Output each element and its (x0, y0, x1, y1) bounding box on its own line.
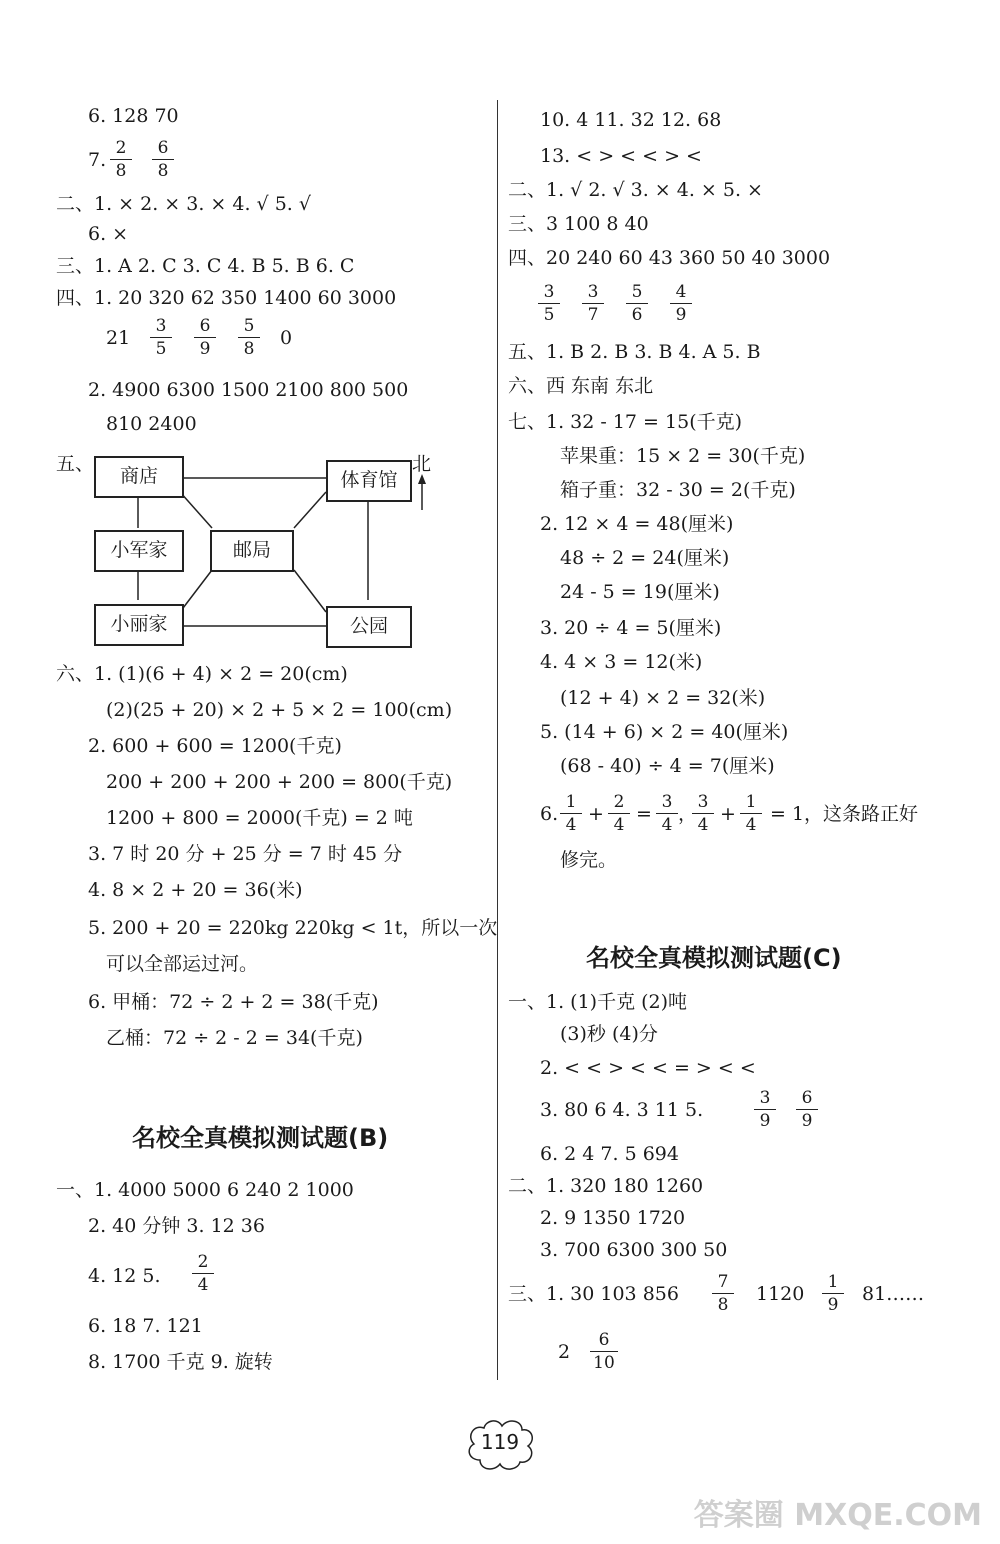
answer-line: 3. 7 时 20 分 + 25 分 = 7 时 45 分 (88, 843, 403, 865)
answer-line: 2. 40 分钟 3. 12 36 (88, 1215, 265, 1237)
fraction: $\frac{3}{5}$ (150, 316, 172, 359)
answer-line: 五、1. B 2. B 3. B 4. A 5. B (508, 341, 761, 363)
fraction: $\frac{1}{4}$ (740, 792, 762, 835)
answer-line: 6. 18 7. 121 (88, 1315, 203, 1337)
fraction: $\frac{4}{9}$ (670, 282, 692, 325)
fraction: $\frac{2}{4}$ (192, 1252, 214, 1295)
answer-line: (2)(25 + 20) × 2 + 5 × 2 = 100(cm) (106, 699, 453, 721)
fraction: $\frac{3}{5}$ (538, 282, 560, 325)
answer-line: 3. 20 ÷ 4 = 5(厘米) (540, 617, 722, 639)
answer-line: 三、1. 30 103 856 (508, 1283, 679, 1305)
operator: = (636, 803, 652, 825)
fraction: $\frac{7}{8}$ (712, 1272, 734, 1315)
answer-line: 7. (88, 149, 107, 171)
answer-line: 二、1. × 2. × 3. × 4. √ 5. √ (56, 193, 311, 215)
fraction: $\frac{2}{4}$ (608, 792, 630, 835)
answer-line: 2 (558, 1341, 571, 1363)
section-heading-b: 名校全真模拟测试题(B) (132, 1124, 389, 1152)
answer-line: 三、1. A 2. C 3. C 4. B 5. B 6. C (56, 255, 355, 277)
map-box-park: 公园 (326, 606, 412, 648)
fraction: $\frac{1}{9}$ (822, 1272, 844, 1315)
fraction: $\frac{3}{4}$ (656, 792, 678, 835)
map-box-xiaojun: 小军家 (94, 530, 184, 572)
operator: ， (678, 803, 698, 825)
fraction: $\frac{6}{10}$ (590, 1330, 618, 1373)
section-heading-c: 名校全真模拟测试题(C) (586, 944, 842, 972)
fraction: $\frac{6}{9}$ (796, 1088, 818, 1131)
column-divider (497, 100, 498, 1380)
answer-line: 四、1. 20 320 62 350 1400 60 3000 (56, 287, 397, 309)
answer-line: 四、20 240 60 43 360 50 40 3000 (508, 247, 831, 269)
answer-line: 6. × (88, 223, 129, 245)
fraction: $\frac{3}{9}$ (754, 1088, 776, 1131)
answer-line: 3. 80 6 4. 3 11 5. (540, 1099, 704, 1121)
map-box-xiaoli: 小丽家 (94, 604, 184, 646)
answer-line: = 1，这条路正好 (770, 803, 919, 825)
answer-line: 200 + 200 + 200 + 200 = 800(千克) (106, 771, 453, 793)
answer-line: 二、1. 320 180 1260 (508, 1175, 704, 1197)
fraction: $\frac{1}{4}$ (560, 792, 582, 835)
answer-line: 4. 12 5. (88, 1265, 161, 1287)
answer-line: 6. (540, 803, 559, 825)
answer-line: 2. 4900 6300 1500 2100 800 500 (88, 379, 409, 401)
answer-line: 七、1. 32 - 17 = 15(千克) (508, 411, 743, 433)
watermark: 答案圈 MXQE.COM (693, 1498, 982, 1533)
fraction: $\frac{6}{9}$ (194, 316, 216, 359)
answer-line: 48 ÷ 2 = 24(厘米) (560, 547, 730, 569)
north-label: 北 (412, 453, 432, 475)
answer-line: 三、3 100 8 40 (508, 213, 649, 235)
answer-line: 修完。 (560, 849, 618, 871)
answer-line: 4. 4 × 3 = 12(米) (540, 651, 703, 673)
answer-line: 10. 4 11. 32 12. 68 (540, 109, 722, 131)
answer-line: 苹果重：15 × 2 = 30(千克) (560, 445, 806, 467)
answer-line: 六、1. (1)(6 + 4) × 2 = 20(cm) (56, 663, 348, 685)
answer-line: 一、1. 4000 5000 6 240 2 1000 (56, 1179, 354, 1201)
fraction: $\frac{2}{8}$ (110, 138, 132, 181)
fraction: $\frac{5}{8}$ (238, 316, 260, 359)
answer-line: 3. 700 6300 300 50 (540, 1239, 728, 1261)
answer-line: 0 (280, 327, 293, 349)
answer-line: 5. 200 + 20 = 220kg 220kg < 1t，所以一次 (88, 917, 498, 939)
answer-line: 2. 12 × 4 = 48(厘米) (540, 513, 734, 535)
map-box-gym: 体育馆 (326, 460, 412, 502)
map-box-shop: 商店 (94, 456, 184, 498)
answer-line: 乙桶：72 ÷ 2 - 2 = 34(千克) (106, 1027, 363, 1049)
page-number: 119 (480, 1430, 520, 1454)
answer-line: 2. 9 1350 1720 (540, 1207, 686, 1229)
answer-line: 2. < < > < < = > < < (540, 1057, 756, 1079)
answer-line: 一、1. (1)千克 (2)吨 (508, 991, 688, 1013)
answer-line: 81…… (862, 1283, 925, 1305)
answer-line: 5. (14 + 6) × 2 = 40(厘米) (540, 721, 789, 743)
answer-line: 8. 1700 千克 9. 旋转 (88, 1351, 273, 1373)
operator: + (720, 803, 736, 825)
answer-line: 13. < > < < > < (540, 145, 702, 167)
answer-line: 1200 + 800 = 2000(千克) = 2 吨 (106, 807, 413, 829)
answer-line: 24 - 5 = 19(厘米) (560, 581, 720, 603)
answer-line: 箱子重：32 - 30 = 2(千克) (560, 479, 796, 501)
answer-line: 六、西 东南 东北 (508, 375, 654, 397)
answer-line: (68 - 40) ÷ 4 = 7(厘米) (560, 755, 775, 777)
fraction: $\frac{3}{7}$ (582, 282, 604, 325)
answer-line: (12 + 4) × 2 = 32(米) (560, 687, 766, 709)
answer-line: (3)秒 (4)分 (560, 1023, 658, 1045)
section-label: 五、 (56, 453, 95, 475)
answer-line: 810 2400 (106, 413, 197, 435)
answer-line: 2. 600 + 600 = 1200(千克) (88, 735, 342, 757)
answer-line: 6. 128 70 (88, 105, 179, 127)
answer-line: 可以全部运过河。 (106, 953, 259, 975)
answer-line: 二、1. √ 2. √ 3. × 4. × 5. × (508, 179, 763, 201)
answer-line: 6. 甲桶：72 ÷ 2 + 2 = 38(千克) (88, 991, 379, 1013)
map-box-post: 邮局 (210, 530, 294, 572)
fraction: $\frac{6}{8}$ (152, 138, 174, 181)
fraction: $\frac{5}{6}$ (626, 282, 648, 325)
page-number-badge (464, 1418, 536, 1470)
answer-line: 21 (106, 327, 131, 349)
operator: + (588, 803, 604, 825)
answer-line: 6. 2 4 7. 5 694 (540, 1143, 679, 1165)
fraction: $\frac{3}{4}$ (692, 792, 714, 835)
answer-line: 4. 8 × 2 + 20 = 36(米) (88, 879, 303, 901)
answer-line: 1120 (756, 1283, 805, 1305)
